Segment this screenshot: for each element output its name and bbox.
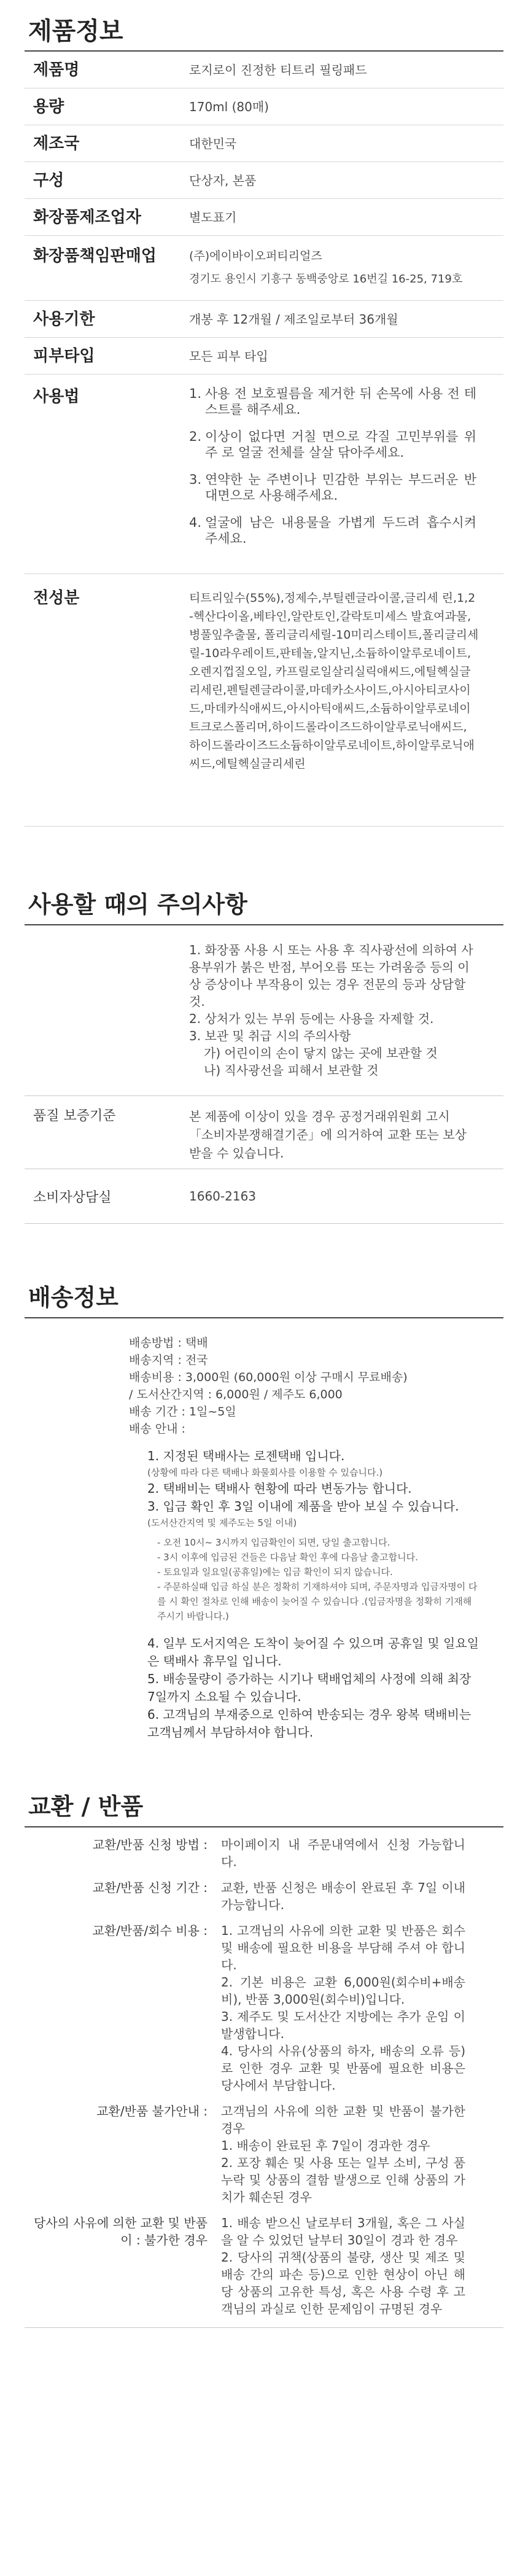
exchange-row-method [25,1827,503,1870]
exchange-key: 교환/반품 불가안내 : [96,2104,208,2119]
info-value: 모든 피부 타입 [189,348,268,364]
info-key: 용량 [33,97,64,116]
step-number: 1. [189,386,202,401]
info-row-ingredients [25,574,503,827]
exchange-para: 4. 당사의 사유(상품의 하자, 배송의 오류 등)로 인한 경우 교환 및 반품에 필요한 비용은 당사에서 부담합니다. [221,2044,465,2093]
exchange-para: 1. 배송이 완료된 후 7일이 경과한 경우 [221,2138,430,2153]
exchange-value [221,1922,503,2094]
caution-line: 3. 보관 및 취급 시의 주의사항 [189,1029,351,1043]
consult-key: 소비자상담실 [33,1189,112,1205]
exchange-para: 1. 고객님의 사유에 의한 교환 및 반품은 회수 및 배송에 필요한 비용을 부담해 주셔 야 합니다. [221,1923,465,1972]
exchange-para: 2. 포장 훼손 및 사용 또는 일부 소비, 구성 품 누락 및 상품의 결함 발생으로 인해 상품의 가치가 훼손된 경우 [221,2155,465,2204]
exchange-value [221,2103,503,2206]
delivery-title: 배송정보 [28,1284,118,1311]
usage-step [189,386,476,418]
usage-step [189,429,476,461]
guide-note: (상황에 따라 다른 택배나 화물회사를 이용할 수 있습니다.) [147,1467,383,1478]
info-key: 전성분 [33,589,80,607]
info-value: 대한민국 [189,136,237,151]
guide-item: 3. 입금 확인 후 3일 이내에 제품을 받아 보실 수 있습니다. [147,1499,459,1514]
section-divider [25,924,503,925]
caution-text [25,941,503,1095]
exchange-key: 당사의 사유에 의한 교환 및 반품이 : 불가한 경우 [34,2216,208,2247]
guide-note: - 주문하실때 입금 하실 분은 정확히 기재하셔야 되며, 주문자명과 입금자명이 다를 시 확인 절차로 인해 배송이 늦어질 수 있습니다 .(입금자명을 정확히 기재해 주시기 바랍니다.) [157,1581,478,1622]
caution-section [0,885,528,1224]
delivery-line: 배송방법 : 택배 [129,1336,208,1350]
exchange-key: 교환/반품 신청 방법 : [92,1837,208,1852]
usage-step [189,472,476,504]
delivery-line: 배송비용 : 3,000원 (60,000원 이상 구매시 무료배송) [129,1371,408,1384]
info-row-volume [25,88,503,125]
info-value: 개봉 후 12개월 / 제조일로부터 36개월 [189,311,398,327]
delivery-body [0,1318,516,1741]
info-key: 사용기한 [33,309,95,329]
info-value: 로지로이 진정한 티트리 필링패드 [189,62,367,77]
step-number: 4. [189,515,202,530]
guide-item: 5. 배송물량이 증가하는 시기나 택배업체의 사정에 의해 최장 7일까지 소요될 수 있습니다. [147,1671,472,1704]
exchange-para: 1. 배송 받으신 날로부터 3개월, 혹은 그 사실을 알 수 있었던 날부터 30일이 경과 한 경우 [221,2216,465,2247]
info-value [189,386,503,574]
guide-note: - 3시 이후에 입금된 건들은 다음날 확인 후에 다음날 출고합니다. [157,1552,418,1563]
guide-note: - 오전 10시~ 3시까지 입금확인이 되면, 당일 출고합니다. [157,1537,390,1548]
info-key: 제품명 [33,60,80,79]
info-row-expiry [25,301,503,338]
quality-value: 본 제품에 이상이 있을 경우 공정거래위원회 고시 「소비자분쟁해결기준」에 의거하여 교환 또는 보상 받을 수 있습니다. [189,1109,467,1161]
info-key: 피부타입 [33,346,95,365]
caution-line: 1. 화장품 사용 시 또는 사용 후 직사광선에 의하여 사용부위가 붉은 반점, 부어오름 또는 가려움증 등의 이상 증상이나 부작용이 있는 경우 전문의 등과 상담할 것. [189,943,473,1009]
product-info-title: 제품정보 [28,17,123,45]
guide-note: - 토요일과 일요일(공휴일)에는 입금 확인이 되지 않습니다. [157,1566,393,1578]
exchange-para: 2. 당사의 귀책(상품의 불량, 생산 및 제조 및 배송 간의 파손 등)으로 인한 현상이 아닌 해당 상품의 고유한 특성, 혹은 사용 수령 후 고객님의 과실로 인한 문제임이 규명된 경우 [221,2250,465,2316]
info-row-components [25,162,503,199]
exchange-row-company-reason [25,2206,503,2317]
delivery-line: / 도서산간지역 : 6,000원 / 제주도 6,000 [129,1388,343,1401]
exchange-para: 3. 제주도 및 도서산간 지방에는 추가 운임 이 발생합니다. [221,2009,465,2041]
info-key: 화장품제조업자 [33,208,141,227]
info-row-usage [25,375,503,574]
caution-title: 사용할 때의 주의사항 [28,891,247,918]
exchange-para: 교환, 반품 신청은 배송이 완료된 후 7일 이내 가능합니다. [221,1880,465,1912]
usage-list [189,386,503,547]
step-text: 사용 전 보호필름을 제거한 뒤 손목에 사용 전 테스트를 해주세요. [205,386,476,417]
step-text: 연약한 눈 주변이나 민감한 부위는 부드러운 반대면으로 사용해주세요. [205,472,476,503]
exchange-key: 교환/반품/회수 비용 : [92,1923,208,1938]
exchange-key: 교환/반품 신청 기간 : [92,1880,208,1895]
info-value: 별도표기 [189,209,237,225]
delivery-guide [129,1447,516,1741]
step-number: 3. [189,472,202,487]
info-row-name [25,52,503,88]
seller-address: 경기도 용인시 기흥구 동백중앙로 16번길 16-25, 719호 [189,273,463,286]
exchange-section [0,1787,528,2328]
seller-name: (주)에이바이오퍼티리얼즈 [189,249,322,263]
quality-guarantee-row [25,1096,503,1169]
info-row-skin-type [25,338,503,375]
info-row-country [25,125,503,162]
info-value: 170ml (80매) [189,99,269,114]
exchange-para: 2. 기본 비용은 교환 6,000원(회수비+배송비), 반품 3,000원(회수비)입니다. [221,1975,465,2007]
step-text: 이상이 없다면 거칠 면으로 각질 고민부위를 위주 로 얼굴 전체를 살살 닦아주세요. [205,429,476,460]
caution-line: 가) 어린이의 손이 닿지 않는 곳에 보관할 것 [204,1046,438,1060]
info-key: 제조국 [33,134,80,153]
step-number: 2. [189,429,202,444]
guide-item: 6. 고객님의 부재중으로 인하여 반송되는 경우 왕복 택배비는 고객님께서 부담하셔야 합니다. [147,1707,472,1740]
guide-note: (도서산간지역 및 제주도는 5일 이내) [147,1517,297,1528]
product-info-section [0,12,528,827]
exchange-title: 교환 / 반품 [28,1793,144,1820]
exchange-para: 고객님의 사유에 의한 교환 및 반품이 불가한 경우 [221,2104,465,2136]
info-key: 화장품책임판매업 [33,247,157,265]
guide-item: 4. 일부 도서지역은 도착이 늦어질 수 있으며 공휴일 및 일요일은 택배사 휴무일 입니다. [147,1636,479,1668]
caution-line: 나) 직사광선을 피해서 보관할 것 [204,1063,379,1078]
consult-phone: 1660-2163 [189,1189,257,1204]
delivery-section [0,1278,528,1741]
step-text: 얼굴에 남은 내용물을 가볍게 두드려 흡수시켜 주세요. [205,515,476,546]
usage-step [189,515,476,547]
guide-notes [147,1535,479,1624]
row-divider [25,2327,503,2328]
ingredients-text: 티트리잎수(55%),정제수,부틸렌글라이콜,글리세 린,1,2-헥산다이올,베타인,알란토인,갈락토미세스 발효여과물, 병풀잎추출물, 폴리글리세릴-10미리스테이트,폴리글리세릴-10라우레이트,판테놀,알지닌,소듐하이알루로네이트, 오렌지껍질오일, 카프릴로일살리실릭애씨드,에틸헥실글리세린,펜틸렌글라이콜,마데카소사이드,아시아티코사이드,마데카식애씨드,아시아틱애씨드,소듐하이알루로네이트크로스폴리머,하이드롤라이즈드하이알루로닉애씨드, 하이드롤라이즈드소듐하이알루로네이트,하이알루로닉애씨드,에틸헥실글리세린 [189,591,479,771]
exchange-value [221,1879,503,1913]
exchange-value [221,1836,503,1870]
delivery-line: 배송 기간 : 1일~5일 [129,1405,236,1418]
exchange-row-cost [25,1913,503,2094]
exchange-row-unavailable [25,2094,503,2206]
consult-row [25,1169,503,1223]
info-value: 단상자, 본품 [189,173,257,188]
row-divider [25,1223,503,1224]
guide-item: 2. 택배비는 택배사 현황에 따라 변동가능 합니다. [147,1481,412,1496]
info-row-responsible-seller [25,236,503,301]
exchange-row-period [25,1870,503,1913]
quality-key: 품질 보증기준 [33,1108,116,1124]
info-key: 구성 [33,171,64,190]
caution-line: 2. 상처가 있는 부위 등에는 사용을 자제할 것. [189,1011,434,1026]
guide-item: 1. 지정된 택배사는 로젠택배 입니다. [147,1449,345,1463]
exchange-para: 마이페이지 내 주문내역에서 신청 가능합니다. [221,1837,465,1869]
delivery-line: 배송 안내 : [129,1422,185,1436]
info-key: 사용법 [33,387,80,406]
info-value [189,247,503,300]
info-row-manufacturer [25,199,503,236]
delivery-line: 배송지역 : 전국 [129,1353,208,1367]
exchange-value [221,2214,503,2317]
